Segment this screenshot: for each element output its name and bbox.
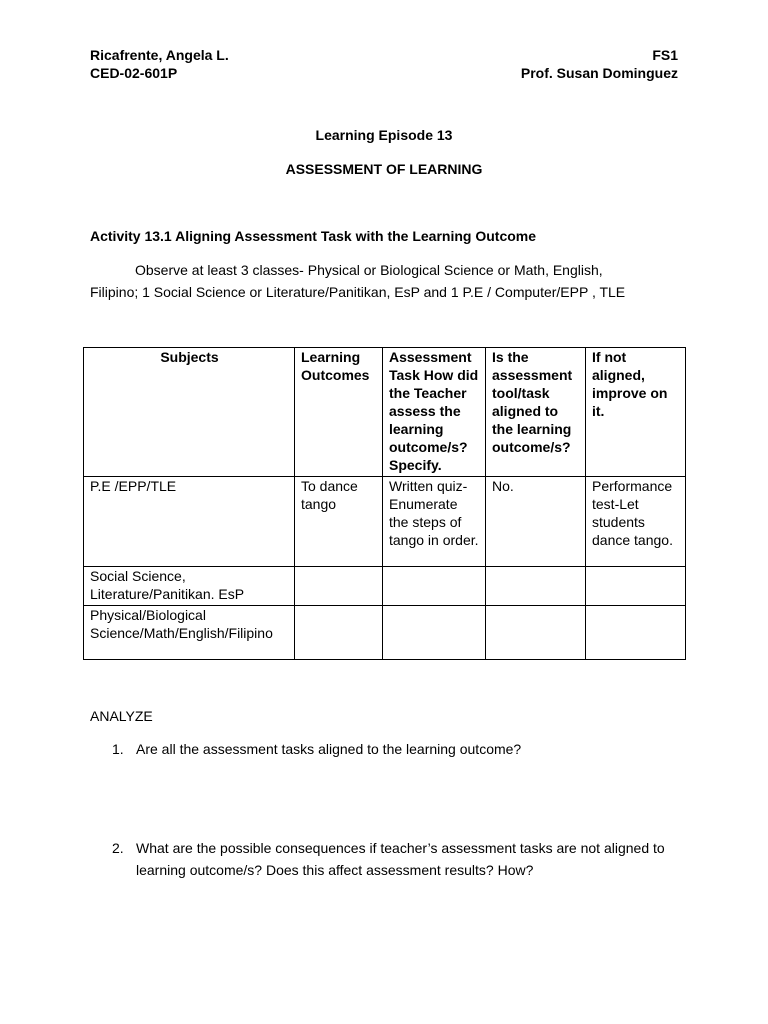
analyze-heading: ANALYZE xyxy=(90,708,153,724)
table-cell-outcome xyxy=(295,606,383,660)
table-cell-outcome: To dance tango xyxy=(295,477,383,567)
table-row xyxy=(84,567,686,606)
table-header-row xyxy=(84,348,686,477)
table-row xyxy=(84,477,686,567)
activity-instructions-line-1: Observe at least 3 classes- Physical or Biological Science or Math, English, xyxy=(135,262,603,278)
course-code: FS1 xyxy=(652,47,678,63)
question-text: What are the possible consequences if teacher’s assessment tasks are not aligned to learning outcome/s? Does this affect assessment results? How? xyxy=(136,840,665,878)
assessment-table xyxy=(83,347,686,660)
table-cell-subject: P.E /EPP/TLE xyxy=(84,477,295,567)
student-section: CED-02-601P xyxy=(90,65,178,81)
table-cell-aligned xyxy=(486,567,586,606)
table-cell-improvement xyxy=(586,606,686,660)
course-info xyxy=(521,46,678,82)
column-header-improvement: If not aligned, improve on it. xyxy=(586,348,686,477)
table-cell-aligned xyxy=(486,606,586,660)
student-name: Ricafrente, Angela L. xyxy=(90,47,229,63)
student-info xyxy=(90,46,229,82)
activity-title: Activity 13.1 Aligning Assessment Task with the Learning Outcome xyxy=(90,228,537,244)
table-cell-assessment xyxy=(383,606,486,660)
episode-title: Learning Episode 13 xyxy=(315,127,453,143)
question-number: 1. xyxy=(112,741,124,757)
question-number: 2. xyxy=(112,840,124,856)
activity-instructions-line-2: Filipino; 1 Social Science or Literature/Panitikan, EsP and 1 P.E / Computer/EPP , TLE xyxy=(90,284,626,300)
table-cell-improvement: Performance test-Let students dance tango. xyxy=(586,477,686,567)
professor-name: Prof. Susan Dominguez xyxy=(520,65,678,81)
column-header-learning-outcomes: Learning Outcomes xyxy=(295,348,383,477)
table-cell-outcome xyxy=(295,567,383,606)
column-header-aligned: Is the assessment tool/task aligned to the learning outcome/s? xyxy=(486,348,586,477)
column-header-assessment-task: Assessment Task How did the Teacher assess the learning outcome/s? Specify. xyxy=(383,348,486,477)
question-text: Are all the assessment tasks aligned to the learning outcome? xyxy=(136,741,522,757)
analysis-question xyxy=(112,740,672,758)
table-cell-subject: Physical/Biological Science/Math/English/Filipino xyxy=(84,606,295,660)
table-cell-assessment xyxy=(383,567,486,606)
table-row xyxy=(84,606,686,660)
column-header-subjects: Subjects xyxy=(84,348,295,477)
table-cell-aligned: No. xyxy=(486,477,586,567)
topic-title: ASSESSMENT OF LEARNING xyxy=(285,161,483,177)
table-cell-subject: Social Science, Literature/Panitikan. EsP xyxy=(84,567,295,606)
table-cell-improvement xyxy=(586,567,686,606)
table-cell-assessment: Written quiz- Enumerate the steps of tango in order. xyxy=(383,477,486,567)
analysis-question xyxy=(112,839,672,881)
